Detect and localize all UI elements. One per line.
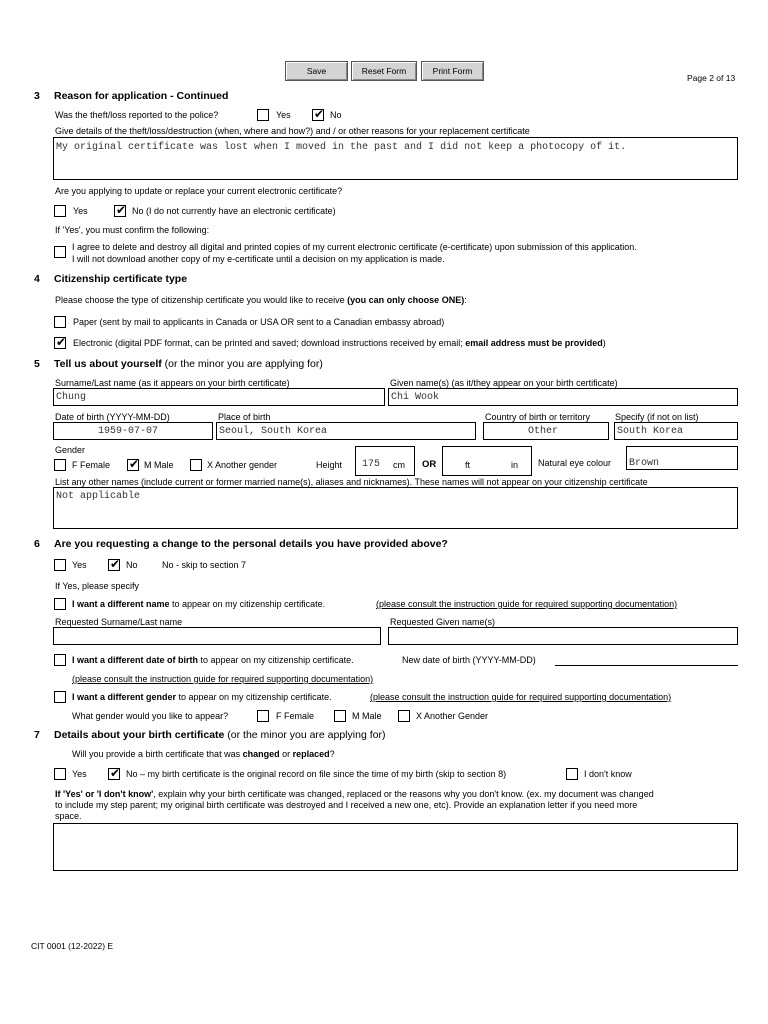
ft-unit: ft	[465, 460, 471, 470]
consult-guide-link-dob[interactable]: (please consult the instruction guide for required supporting documentation)	[72, 674, 374, 684]
given-name-value: Chi Wook	[391, 392, 440, 403]
checkmark-icon: ✔	[115, 203, 127, 217]
if-yes-specify: If Yes, please specify	[55, 581, 140, 591]
cm-unit: cm	[393, 460, 405, 470]
specify-input[interactable]	[614, 422, 738, 440]
section-4-title: Citizenship certificate type	[54, 273, 188, 285]
electronic-label: Electronic (digital PDF format, can be printed and saved; download instructions received by email; email address must be provided)	[73, 338, 606, 348]
req-gender-male-label: M Male	[352, 711, 382, 721]
req-surname-input[interactable]	[53, 627, 381, 645]
gender-female-label: F Female	[72, 460, 111, 470]
police-no-checkbox[interactable]	[312, 109, 324, 121]
req-gender-female-checkbox[interactable]	[257, 710, 269, 722]
dob-value: 1959-07-07	[98, 426, 159, 437]
print-form-button[interactable]: Print Form	[421, 61, 484, 81]
birth-cert-dont-know-label: I don't know	[584, 769, 632, 779]
section-5-title: Tell us about yourself (or the minor you are applying for)	[54, 358, 323, 370]
section-4-number: 4	[34, 273, 40, 285]
explain-line-1: If 'Yes' or 'I don't know', explain why your birth certificate was changed, replaced or the reasons why you don't know. (ex. my document was changed	[55, 789, 654, 799]
reset-form-button[interactable]: Reset Form	[351, 61, 417, 81]
different-dob-label: I want a different date of birth to appear on my citizenship certificate.	[72, 655, 354, 665]
req-gender-male-checkbox[interactable]	[334, 710, 346, 722]
given-name-input[interactable]	[388, 388, 738, 406]
electronic-checkbox[interactable]	[54, 337, 66, 349]
new-dob-input[interactable]	[555, 665, 738, 666]
change-no-label: No	[126, 560, 138, 570]
surname-value: Chung	[56, 392, 87, 403]
ecert-no-label: No (I do not currently have an electronic certificate)	[132, 206, 336, 216]
different-gender-checkbox[interactable]	[54, 691, 66, 703]
pob-input[interactable]	[216, 422, 476, 440]
other-names-textarea[interactable]	[53, 487, 738, 529]
checkmark-icon: ✔	[55, 335, 67, 349]
section-7-number: 7	[34, 729, 40, 741]
confirm-line-1: I agree to delete and destroy all digital and printed copies of my current electronic certificate (e-certificate) upon submission of this application.	[72, 242, 637, 252]
paper-label: Paper (sent by mail to applicants in Canada or USA OR sent to a Canadian embassy abroad)	[73, 317, 445, 327]
birth-cert-no-label: No – my birth certificate is the original record on file since the time of my birth (skip to section 8)	[126, 769, 507, 779]
height-value: 175	[362, 459, 381, 470]
checkmark-icon: ✔	[109, 766, 121, 780]
ecert-yes-checkbox[interactable]	[54, 205, 66, 217]
req-given-label: Requested Given name(s)	[390, 617, 496, 627]
page-indicator: Page 2 of 13	[687, 73, 736, 83]
height-cm-input[interactable]	[355, 446, 415, 476]
section-6-title: Are you requesting a change to the personal details you have provided above?	[54, 538, 448, 550]
ecert-yes-label: Yes	[73, 206, 88, 216]
checkmark-icon: ✔	[128, 457, 140, 471]
birth-cert-dont-know-checkbox[interactable]	[566, 768, 578, 780]
surname-input[interactable]	[53, 388, 385, 406]
eye-colour-input[interactable]	[626, 446, 738, 470]
req-gender-another-checkbox[interactable]	[398, 710, 410, 722]
different-dob-checkbox[interactable]	[54, 654, 66, 666]
ecert-no-checkbox[interactable]	[114, 205, 126, 217]
birth-cert-no-checkbox[interactable]	[108, 768, 120, 780]
or-label: OR	[422, 459, 437, 470]
ecert-question: Are you applying to update or replace your current electronic certificate?	[55, 186, 343, 196]
consult-guide-link-name[interactable]: (please consult the instruction guide for required supporting documentation)	[376, 599, 678, 609]
height-ft-in-input[interactable]	[442, 446, 532, 476]
gender-another-label: X Another gender	[207, 460, 278, 470]
checkmark-icon: ✔	[313, 107, 325, 121]
explain-line-3: space.	[55, 811, 82, 821]
pob-value: Seoul, South Korea	[219, 426, 328, 437]
pob-label: Place of birth	[218, 412, 271, 422]
change-yes-checkbox[interactable]	[54, 559, 66, 571]
confirm-label: If 'Yes', you must confirm the following:	[55, 225, 210, 235]
height-label: Height	[316, 460, 343, 470]
different-name-checkbox[interactable]	[54, 598, 66, 610]
eye-colour-label: Natural eye colour	[538, 458, 612, 468]
req-surname-label: Requested Surname/Last name	[55, 617, 183, 627]
police-question: Was the theft/loss reported to the police?	[55, 110, 219, 120]
form-code-footer: CIT 0001 (12-2022) E	[31, 941, 114, 951]
birth-cert-yes-label: Yes	[72, 769, 87, 779]
gender-label: Gender	[55, 445, 86, 455]
police-yes-checkbox[interactable]	[257, 109, 269, 121]
section-6-number: 6	[34, 538, 40, 550]
dob-label: Date of birth (YYYY-MM-DD)	[55, 412, 170, 422]
checkmark-icon: ✔	[109, 557, 121, 571]
change-yes-label: Yes	[72, 560, 87, 570]
details-value: My original certificate was lost when I moved in the past and I did not keep a photocopy of it.	[56, 142, 627, 153]
specify-value: South Korea	[617, 426, 684, 437]
section-7-title: Details about your birth certificate (or the minor you are applying for)	[54, 729, 386, 741]
req-given-input[interactable]	[388, 627, 738, 645]
req-gender-female-label: F Female	[276, 711, 315, 721]
details-textarea[interactable]	[53, 137, 738, 180]
given-name-label: Given name(s) (as it/they appear on your birth certificate)	[390, 378, 618, 388]
details-label: Give details of the theft/loss/destruction (when, where and how?) and / or other reasons for your replacement certificate	[55, 126, 530, 136]
country-label: Country of birth or territory	[485, 412, 591, 422]
birth-cert-question: Will you provide a birth certificate that was changed or replaced?	[72, 749, 335, 759]
confirm-checkbox[interactable]	[54, 246, 66, 258]
req-gender-another-label: X Another Gender	[416, 711, 489, 721]
gender-female-checkbox[interactable]	[54, 459, 66, 471]
police-yes-label: Yes	[276, 110, 291, 120]
explain-line-2: to include my step parent; my original birth certificate was destroyed and I received a new one, etc). Provide an explanation letter if you need more	[55, 800, 638, 810]
other-names-value: Not applicable	[56, 491, 141, 502]
gender-another-checkbox[interactable]	[190, 459, 202, 471]
cert-type-instruction: Please choose the type of citizenship certificate you would like to receive (you can only choose ONE):	[55, 295, 467, 305]
birth-cert-yes-checkbox[interactable]	[54, 768, 66, 780]
paper-checkbox[interactable]	[54, 316, 66, 328]
in-unit: in	[511, 460, 519, 470]
different-gender-label: I want a different gender to appear on my citizenship certificate.	[72, 692, 332, 702]
police-no-label: No	[330, 110, 342, 120]
specify-label: Specify (if not on list)	[615, 412, 699, 422]
skip-to-7-label: No - skip to section 7	[162, 560, 247, 570]
surname-label: Surname/Last name (as it appears on your birth certificate)	[55, 378, 290, 388]
new-dob-label: New date of birth (YYYY-MM-DD)	[402, 655, 536, 665]
confirm-line-2: I will not download another copy of my e-certificate until a decision on my application is made.	[72, 254, 445, 264]
gender-question: What gender would you like to appear?	[72, 711, 229, 721]
country-select[interactable]	[483, 422, 609, 440]
different-name-label: I want a different name to appear on my citizenship certificate.	[72, 599, 326, 609]
other-names-label: List any other names (include current or former married name(s), aliases and nicknames). These names will not appear on your citizenship certificate	[55, 477, 648, 487]
change-no-checkbox[interactable]	[108, 559, 120, 571]
country-value: Other	[528, 426, 559, 437]
save-button[interactable]: Save	[285, 61, 348, 81]
gender-male-label: M Male	[144, 460, 174, 470]
section-3-number: 3	[34, 90, 40, 102]
section-3-title: Reason for application - Continued	[54, 90, 229, 102]
gender-male-checkbox[interactable]	[127, 459, 139, 471]
explanation-textarea[interactable]	[53, 823, 738, 871]
consult-guide-link-gender[interactable]: (please consult the instruction guide for required supporting documentation)	[370, 692, 672, 702]
dob-input[interactable]	[53, 422, 213, 440]
eye-colour-value: Brown	[629, 458, 660, 469]
section-5-number: 5	[34, 358, 40, 370]
